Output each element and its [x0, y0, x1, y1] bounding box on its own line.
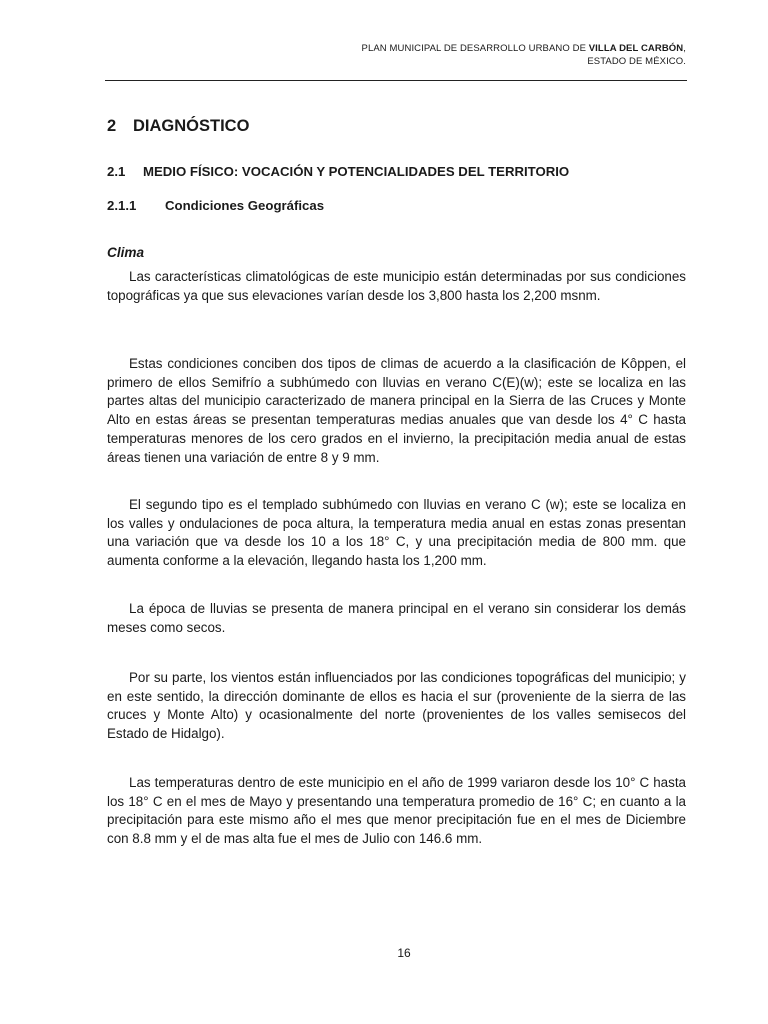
subsection-title: MEDIO FÍSICO: VOCACIÓN Y POTENCIALIDADES DEL TERRITORIO: [143, 164, 570, 179]
section-heading: [107, 117, 249, 136]
subsubsection-title: Condiciones Geográficas: [165, 198, 325, 213]
header-plan-title: PLAN MUNICIPAL DE DESARROLLO URBANO DE: [361, 43, 589, 54]
header-line-1: [126, 42, 686, 55]
running-header: [126, 42, 686, 68]
paragraph: Las características climatológicas de este municipio están determinadas por sus condiciones topográficas ya que sus elevaciones varían desde los 3,800 hasta los 2,200 msnm.: [107, 269, 686, 303]
topic-heading: Clima: [107, 245, 145, 260]
subsubsection-heading: [107, 198, 324, 213]
section-title: DIAGNÓSTICO: [133, 117, 250, 135]
paragraph: La época de lluvias se presenta de manera principal en el verano sin considerar los demás meses como secos.: [107, 601, 686, 635]
header-line-2: ESTADO DE MÉXICO.: [587, 56, 686, 67]
paragraph: Estas condiciones conciben dos tipos de climas de acuerdo a la clasificación de Kôppen, el primero de ellos Semifrío a subhúmedo con lluvias en verano C(E)(w); este se localiza en las partes altas del municipio caracterizado de manera principal en la Sierra de las Cruces y Monte Alto en estas áreas se presentan temperaturas medias anuales que van desde los 4° C hasta temperaturas menores de los cero grados en el invierno, la precipitación media anual de estas áreas tienen una variación de entre 8 y 9 mm.: [107, 356, 686, 465]
paragraph: El segundo tipo es el templado subhúmedo con lluvias en verano C (w); este se localiza en los valles y ondulaciones de poca altura, la temperatura media anual en estas zonas presentan una variación que va desde los 10 a los 18° C, y una precipitación media de 800 mm. que aumenta conforme a la elevación, llegando hasta los 1,200 mm.: [107, 497, 686, 569]
subsection-heading: [107, 164, 569, 179]
subsection-number: 2.1: [107, 164, 126, 179]
page-number: 16: [397, 946, 411, 960]
header-divider: [105, 80, 687, 81]
paragraph: Las temperaturas dentro de este municipio en el año de 1999 variaron desde los 10° C hasta los 18° C en el mes de Mayo y presentando una temperatura promedio de 16° C; en cuanto a la precipitación para este mismo año el mes que menor precipitación fue en el mes de Diciembre con 8.8 mm y el de mas alta fue el mes de Julio con 146.6 mm.: [107, 775, 686, 847]
header-municipality: VILLA DEL CARBÓN: [588, 43, 684, 54]
paragraph: Por su parte, los vientos están influenciados por las condiciones topográficas del municipio; y en este sentido, la dirección dominante de ellos es hacia el sur (proveniente de la sierra de las cruces y Monte Alto) y ocasionalmente del norte (provenientes de los valles semisecos del Estado de Hidalgo).: [107, 670, 686, 742]
header-comma: ,: [683, 43, 686, 54]
section-number: 2: [107, 117, 117, 135]
subsubsection-number: 2.1.1: [107, 198, 137, 213]
